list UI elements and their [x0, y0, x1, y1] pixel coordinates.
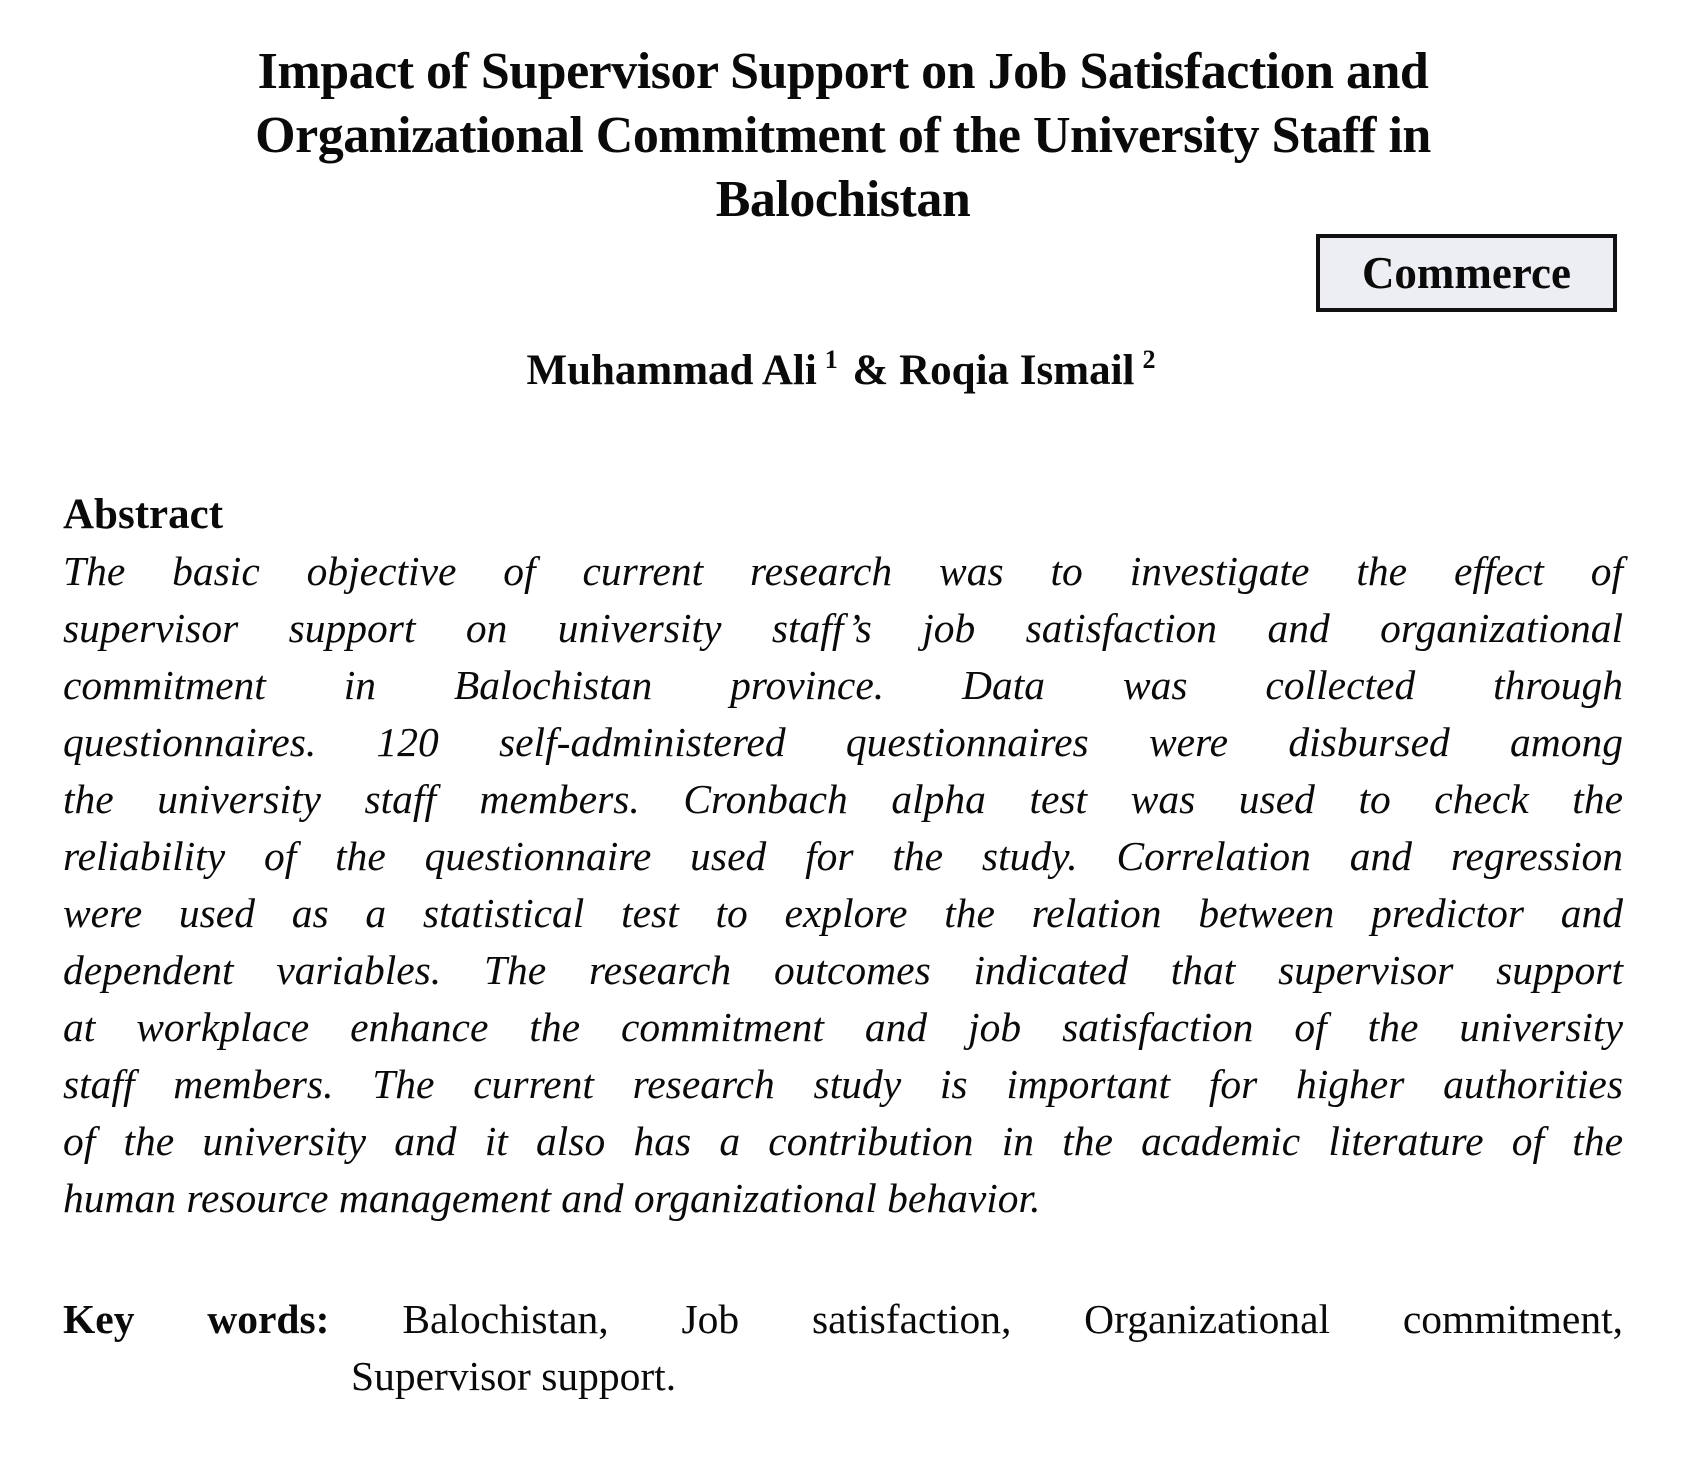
title-line-1: Impact of Supervisor Support on Job Satisfaction and — [257, 43, 1429, 100]
abstract-line: of the university and it also has a contribution in the academic literature of the — [63, 1118, 1623, 1164]
abstract-line: were used as a statistical test to explore the relation between predictor and — [63, 890, 1623, 936]
abstract-paragraph — [63, 543, 1623, 1227]
category-badge-row — [63, 234, 1617, 312]
abstract-line: at workplace enhance the commitment and job satisfaction of the university — [63, 1004, 1623, 1050]
keywords-line-2: Supervisor support. — [351, 1353, 677, 1399]
abstract-line: commitment in Balochistan province. Data was collected through — [63, 662, 1623, 708]
abstract-line: The basic objective of current research was to investigate the effect of — [63, 548, 1623, 594]
authors-line — [63, 342, 1623, 404]
abstract-line: staff members. The current research study is important for higher authorities — [63, 1061, 1623, 1107]
author-name-1: Muhammad Ali — [526, 347, 817, 394]
keywords-text: Balochistan, Job satisfaction, Organizational commitment, — [402, 1296, 1624, 1342]
category-badge: Commerce — [1316, 234, 1617, 312]
abstract-line: supervisor support on university staff’s job satisfaction and organizational — [63, 605, 1623, 651]
authors-separator: & — [852, 347, 889, 394]
keywords-section — [63, 1291, 1623, 1405]
abstract-line: reliability of the questionnaire used for the study. Correlation and regression — [63, 833, 1623, 879]
author-superscript-2: 2 — [1142, 345, 1156, 374]
paper-title — [63, 40, 1623, 232]
abstract-line: dependent variables. The research outcomes indicated that supervisor support — [63, 947, 1623, 993]
abstract-line: human resource management and organizational behavior. — [63, 1175, 1041, 1221]
keywords-label: Key words: — [63, 1296, 330, 1342]
abstract-line: the university staff members. Cronbach alpha test was used to check the — [63, 776, 1623, 822]
abstract-line: questionnaires. 120 self-administered questionnaires were disbursed among — [63, 719, 1623, 765]
author-superscript-1: 1 — [824, 345, 838, 374]
author-name-2: Roqia Ismail — [899, 347, 1135, 394]
title-line-3: Balochistan — [715, 171, 971, 228]
title-line-2: Organizational Commitment of the University Staff in — [255, 107, 1431, 164]
keywords-line-1 — [63, 1291, 1623, 1348]
abstract-heading: Abstract — [63, 491, 224, 538]
